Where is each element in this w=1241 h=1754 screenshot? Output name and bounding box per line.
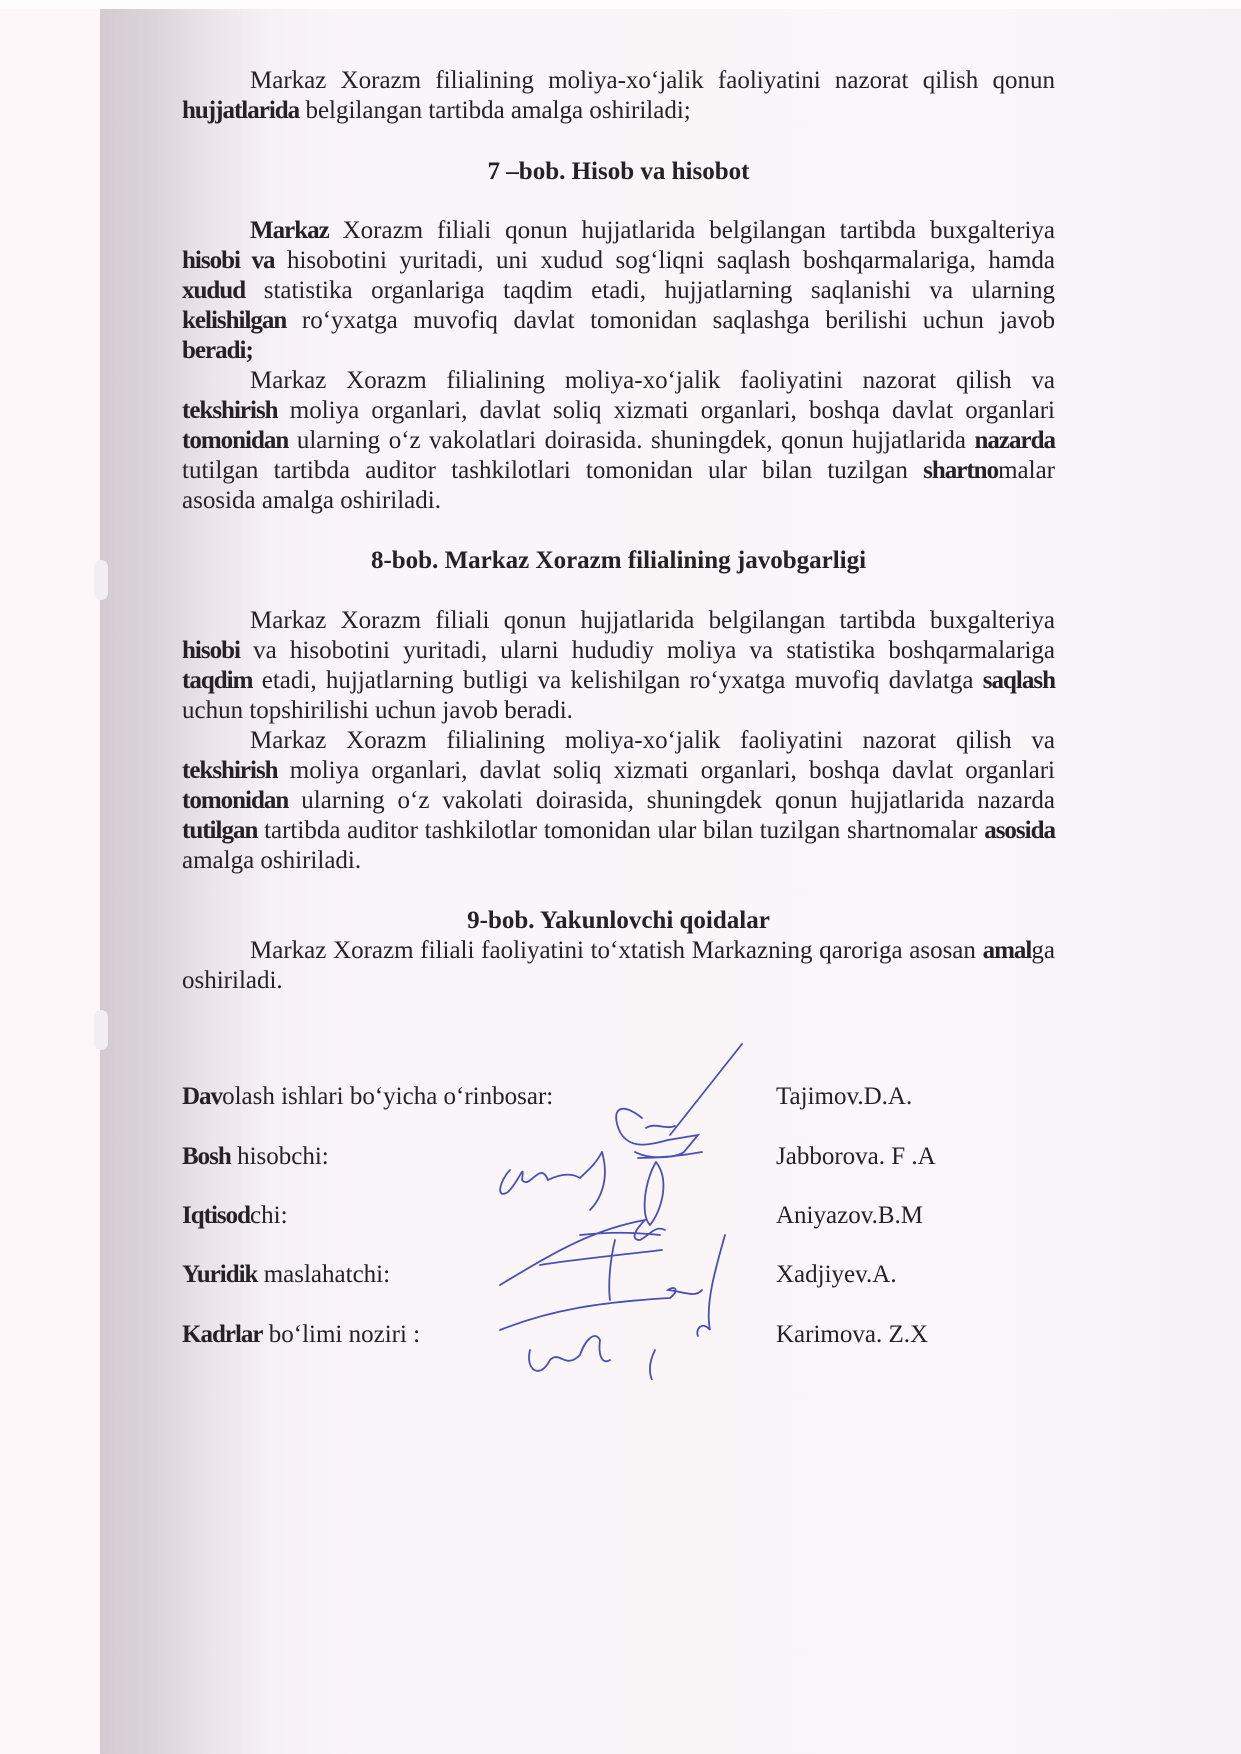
- signatory-role: Iqtisodchi:: [182, 1202, 288, 1229]
- punch-hole: [94, 1010, 108, 1050]
- chapter-7-heading: 7 –bob. Hisob va hisobot: [487, 158, 750, 185]
- signatory-name: Aniyazov.B.M: [776, 1202, 923, 1229]
- signatory-name: Jabborova. F .A: [776, 1143, 936, 1170]
- scan-top-margin: [0, 0, 1241, 9]
- intro-paragraph: Markaz Xorazm filialining moliya-xo‘jalik faoliyatini nazorat qilish qonun hujjatlarida belgilangan tartibda amalga oshiriladi;: [182, 67, 1055, 124]
- chapter-8-heading: 8-bob. Markaz Xorazm filialining javobgarligi: [370, 547, 867, 574]
- signatory-role: Yuridik maslahatchi:: [182, 1261, 391, 1288]
- chapter-8-paragraph-2: Markaz Xorazm filialining moliya-xo‘jalik faoliyatini nazorat qilish va tekshirish moliya organlari, davlat soliq xizmati organlari, boshqa davlat organlari tomonidan ularning o‘z vakolati doirasida, shuningdek qonun hujjatlarida nazarda tutilgan tartibda auditor tashkilotlar tomonidan ular bilan tuzilgan shartnomalar asosida amalga oshiriladi.: [182, 727, 1055, 874]
- chapter-7-paragraph-2: Markaz Xorazm filialining moliya-xo‘jalik faoliyatini nazorat qilish va tekshirish moliya organlari, davlat soliq xizmati organlari, boshqa davlat organlari tomonidan ularning o‘z vakolatlari doirasida. shuningdek, qonun hujjatlarida nazarda tutilgan tartibda auditor tashkilotlari tomonidan ular bilan tuzilgan shartnomalar asosida amalga oshiriladi.: [182, 367, 1055, 514]
- signatory-role: Davolash ishlari bo‘yicha o‘rinbosar:: [182, 1083, 554, 1110]
- previous-page-edge: [0, 0, 100, 1754]
- signature-karimova: [529, 1336, 655, 1380]
- bold-word: Markaz: [250, 67, 327, 94]
- chapter-9-heading: 9-bob. Yakunlovchi qoidalar: [467, 907, 770, 934]
- signature-tajimov: [616, 1044, 742, 1158]
- signatory-name: Karimova. Z.X: [776, 1321, 929, 1348]
- document-body: [182, 66, 1055, 996]
- handwritten-signatures: [470, 1040, 770, 1380]
- signatory-name: Xadjiyev.A.: [776, 1261, 897, 1288]
- signatory-name: Tajimov.D.A.: [776, 1083, 913, 1110]
- signatory-role: Bosh hisobchi:: [182, 1143, 329, 1170]
- signature-aniyazov: [500, 1220, 665, 1300]
- signatory-role: Kadrlar bo‘limi noziri :: [182, 1321, 421, 1348]
- chapter-8-paragraph-1: Markaz Xorazm filiali qonun hujjatlarida belgilangan tartibda buxgalteriya hisobi va hisobotini yuritadi, ularni hududiy moliya va statistika boshqarmalariga taqdim etadi, hujjatlarning butligi va kelishilgan ro‘yxatga muvofiq davlatga saqlash uchun topshirilishi uchun javob beradi.: [182, 607, 1055, 724]
- bold-word: hujjatlarida: [182, 97, 300, 124]
- chapter-9-paragraph-1: Markaz Xorazm filiali faoliyatini to‘xtatish Markazning qaroriga asosan amalga oshiriladi.: [182, 937, 1055, 994]
- signature-jabborova: [500, 1152, 663, 1225]
- chapter-7-paragraph-1: Markaz Xorazm filiali qonun hujjatlarida belgilangan tartibda buxgalteriya hisobi va hisobotini yuritadi, uni xudud sog‘liqni saqlash boshqarmalariga, hamda xudud statistika organlariga taqdim etadi, hujjatlarning saqlanishi va ularning kelishilgan ro‘yxatga muvofiq davlat tomonidan saqlashga berilishi uchun javob beradi;: [182, 217, 1055, 364]
- punch-hole: [94, 560, 108, 600]
